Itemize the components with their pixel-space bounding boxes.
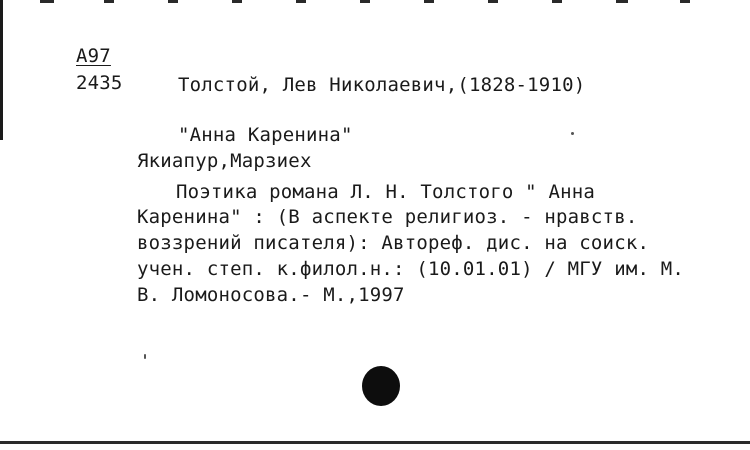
- shelf-mark: А97: [76, 45, 111, 67]
- description-line: Каренина" : (В аспекте религиоз. - нравств.: [137, 206, 638, 228]
- subject-heading: Толстой, Лев Николаевич,(1828-1910): [178, 74, 586, 96]
- description-line: учен. степ. к.филол.н.: (10.01.01) / МГУ им. М.: [137, 258, 685, 280]
- scan-speck: [571, 132, 574, 135]
- scan-speck: [144, 354, 146, 359]
- description-line: воззрений писателя): Автореф. дис. на соиск.: [137, 232, 650, 254]
- description-line: В. Ломоносова.- М.,1997: [137, 284, 405, 306]
- card-bottom-border: [0, 441, 750, 444]
- punch-hole: [362, 366, 400, 406]
- author-name: Якиапур,Марзиех: [137, 150, 312, 172]
- subject-title: "Анна Каренина": [178, 124, 353, 146]
- card-left-border: [0, 0, 3, 140]
- scan-edge-marks: [0, 0, 750, 6]
- call-number: 2435: [76, 72, 123, 94]
- description-line: Поэтика романа Л. Н. Толстого " Анна: [176, 181, 596, 203]
